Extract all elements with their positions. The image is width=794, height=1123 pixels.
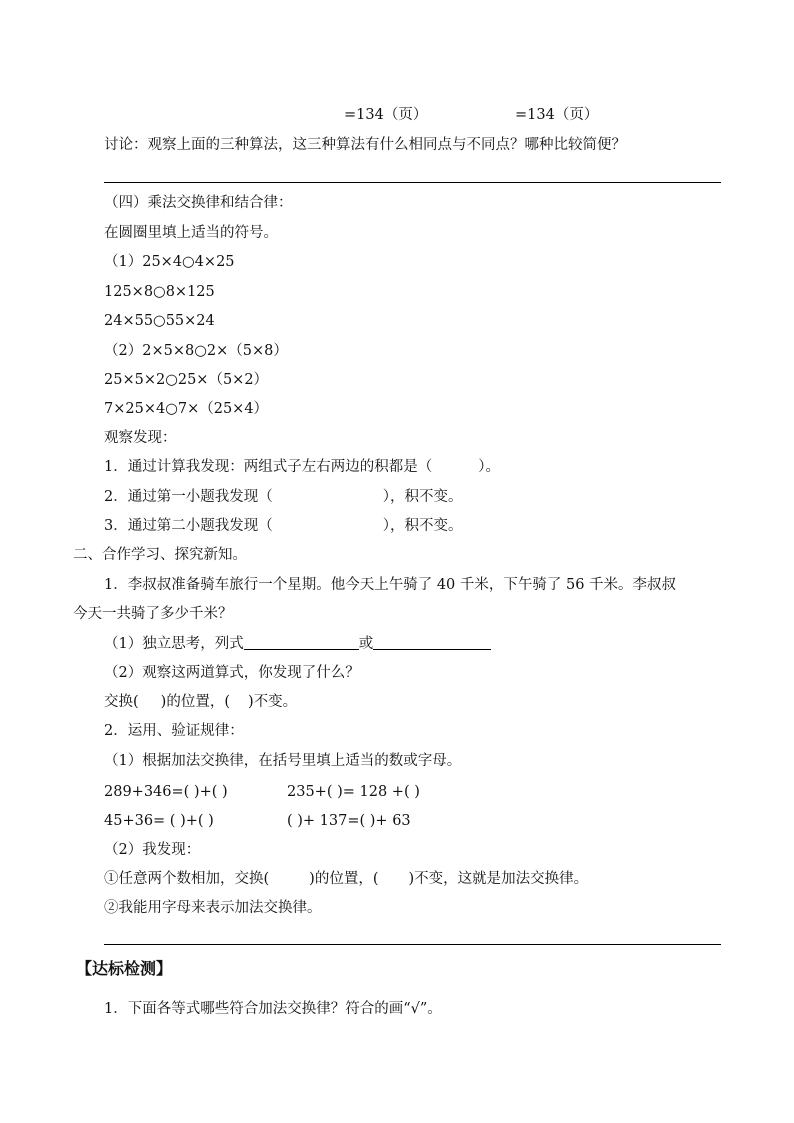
found-line-1: ①任意两个数相加，交换( )的位置，( )不变，这就是加法交换律。 <box>104 871 589 887</box>
equation-2a: 45+36= ( )+( ) <box>104 813 214 829</box>
q1-blank-1[interactable] <box>244 634 359 650</box>
check-heading: 【达标检测】 <box>76 959 173 978</box>
group1-line-3: 24×55○55×24 <box>104 313 215 329</box>
observe-title: 观察发现： <box>104 430 177 446</box>
q1-line: （1）独立思考，列式 或 <box>104 634 491 654</box>
part2-title: 二、合作学习、探究新知。 <box>73 547 247 563</box>
observe-item-3: 3．通过第二小题我发现（ ），积不变。 <box>104 518 463 534</box>
problem-line-1: 1．李叔叔准备骑车旅行一个星期。他今天上午骑了 40 千米，下午骑了 56 千米。李叔叔 <box>104 577 677 593</box>
q2-line: （2）观察这两道算式，你发现了什么？ <box>104 665 360 681</box>
apply-title: 2．运用、验证规律： <box>104 723 244 739</box>
equation-2b: ( )+ 137=( )+ 63 <box>287 813 411 829</box>
group2-line-2: 25×5×2○25×（5×2） <box>104 372 269 388</box>
equation-1b: 235+( )= 128 +( ) <box>287 784 420 800</box>
found-line-2: ②我能用字母来表示加法交换律。 <box>104 900 322 916</box>
observe-item-1: 1．通过计算我发现：两组式子左右两边的积都是（ ）。 <box>104 459 500 475</box>
result-b: =134（页） <box>515 107 599 123</box>
discussion-text: 讨论：观察上面的三种算法，这三种算法有什么相同点与不同点？哪种比较简便？ <box>104 137 626 153</box>
equation-1a: 289+346=( )+( ) <box>104 784 228 800</box>
apply-q1: （1）根据加法交换律，在括号里填上适当的数或字母。 <box>104 753 462 769</box>
group2-line-3: 7×25×4○7×（25×4） <box>104 401 269 417</box>
section4-title: （四）乘法交换律和结合律： <box>104 195 293 211</box>
group2-line-1: （2）2×5×8○2×（5×8） <box>104 343 288 359</box>
group1-line-1: （1）25×4○4×25 <box>104 254 235 270</box>
divider-bottom <box>104 944 721 945</box>
problem-line-2: 今天一共骑了多少千米？ <box>73 606 233 622</box>
result-a: =134（页） <box>344 107 428 123</box>
check-item-1: 1．下面各等式哪些符合加法交换律？符合的画“√”。 <box>104 1001 442 1017</box>
swap-line: 交换( )的位置，( )不变。 <box>104 694 298 710</box>
found-title: （2）我发现： <box>104 842 201 858</box>
section4-instruction: 在圆圈里填上适当的符号。 <box>104 225 278 241</box>
group1-line-2: 125×8○8×125 <box>104 284 215 300</box>
observe-item-2: 2．通过第一小题我发现（ ），积不变。 <box>104 489 463 505</box>
q1-blank-2[interactable] <box>373 634 491 650</box>
divider-top <box>104 182 721 183</box>
